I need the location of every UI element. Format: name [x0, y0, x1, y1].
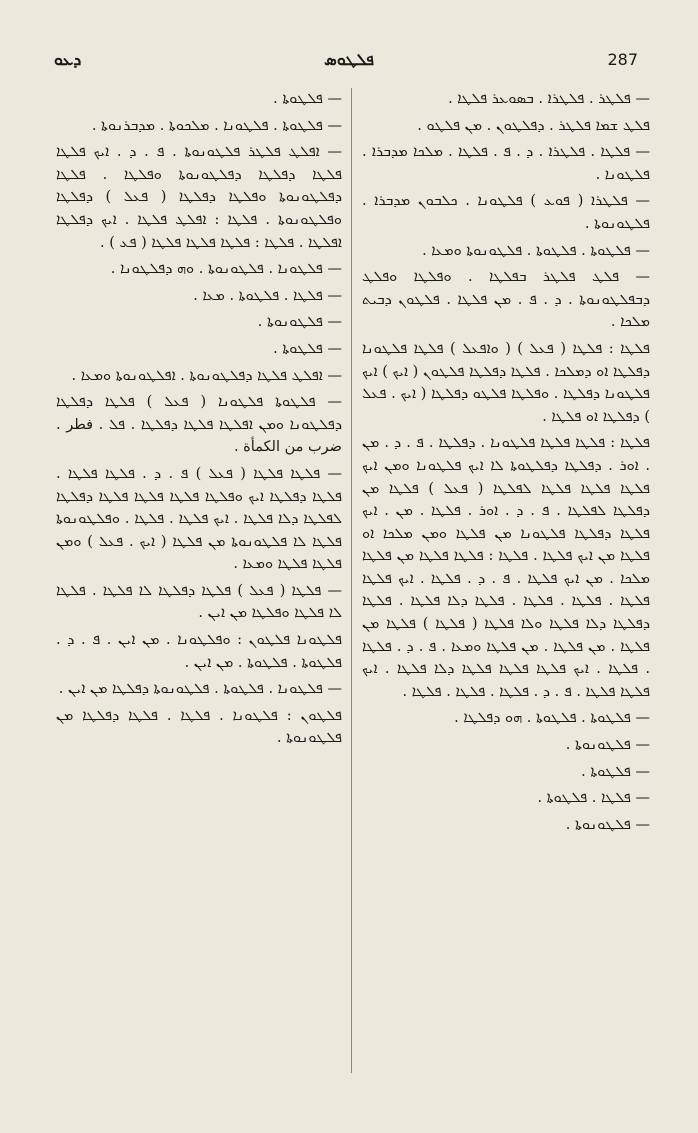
dictionary-entry: — ܦܠܛܐ . ܦܠܛܘܬܐ . [537, 790, 650, 807]
dictionary-entry: — ܦܠܛ ܦܠܛܪ ܒܦܠܛܐ . ܘܦܠܛܐ ܘܦܠܛ ܕܒܦܠܛܘܢܘܬܐ . ܕ . ܦ . ܡܢ ܦܠܛܐ . ܦܠܛܘܢ ܕܒܝܬ ܡܠܟܐ . [362, 269, 650, 331]
dictionary-entry: — ܦܠܛܘܢܐ . ܦܠܛܘܬܐ . ܦܠܛܘܢܘܬܐ ܕܦܠܛܐ ܡܢ ܐܝܢ . [58, 681, 342, 698]
dictionary-entry: — ܦܠܛܘܢܘܬܐ . [257, 314, 342, 331]
page-header [0, 0, 698, 80]
dictionary-entry: — ܐܦܠܛ ܦܠܛܐ ܕܦܠܛܘܢܘܬܐ . ܐܦܠܛܘܢܘܬܐ ܘܡܥܐ . [71, 367, 342, 384]
dictionary-entry: ܦܠܛܘܢ : ܦܠܛܘܢܐ . ܦܠܛܐ . ܦܠܛܐ ܕܦܠܛܐ ܡܢ ܦܠܛܘܢܘܬܐ . [56, 707, 342, 747]
dictionary-entry: — ܦܠܛܘܬܐ . ܦܠܛܘܬܐ . ܗܘ ܕܦܠܛܐ . [454, 710, 650, 727]
column-divider [351, 88, 352, 1073]
running-head-left: ܕܥܘ [54, 50, 82, 69]
dictionary-entry: — ܦܠܛܐ . ܦܠܛܘܬܐ . ܡܥܐ . [193, 287, 342, 304]
dictionary-entry: — ܦܠܛܘܬܐ . [581, 763, 650, 780]
dictionary-entry: — ܦܠܛܪ . ܦܠܛܪܐ . ܒܣܘܥܪ ܦܠܛܐ . [448, 91, 650, 107]
dictionary-entry: ܦܠܛܘܢܐ ܦܠܛܘܢ : ܘܦܠܛܘܢܐ . ܡܢ ܐܝܢ . ܦ . ܕ . ܦܠܛܘܬܐ . ܦܠܛܘܬܐ . ܡܢ ܐܝܢ . [56, 632, 342, 671]
running-head-center: ܦܠܛܘܣ [324, 50, 374, 69]
dictionary-entry: — ܦܠܛܘܬܐ ܦܠܛܘܢܐ ( ܦܥܠ ) ܦܠܛܐ ܕܦܠܛܐ ܕܦܠܛܘܢܐ ܘܡܢ ܐܦܠܛܐ ܦܠܛܐ ܕܦܠܛܐ . ܦܠ . فطر . ضرب من الكمأة . [56, 394, 342, 456]
dictionary-entry: ܦܠܛ ܫܡܐ ܦܠܛܪ . ܕܦܠܛܘܢ . ܡܢ ܦܠܛܘ . [417, 117, 650, 134]
dictionary-entry: — ܦܠܛܘܢܘܬܐ . [565, 816, 650, 833]
dictionary-entry: — ܦܠܛܐ ܦܠܛܐ ( ܦܥܠ ) ܦ . ܕ . ܦܠܛܐ ܦܠܛܐ . ܦܠܛܐ ܕܦܠܛܐ ܐܝܟ ܘܦܠܛܐ ܦܠܛܐ ܦܠܛܐ ܦܠܛܐ ܕܦܠܛܐ ܠܦܠܛܐ ܕܠܐ ܦܠܛܐ . ܐܝܟ ܦܠܛܐ . ܦܠܛܐ . ܘܦܠܛܘܢܘܬܐ ܦܠܛܐ ܠܐ ܦܠܛܘܢܘܬܐ ܡܢ ܦܠܛܐ ( ܐܝܟ . ܦܥܠ ) ܘܡܢ ܦܠܛܐ ܦܠܛܐ ܘܡܥܐ . [56, 465, 342, 573]
dictionary-entry: — ܦܠܛܪܐ ( ܦܘܥ ) ܦܠܛܘܢܐ . ܟܠܒܘܢ ܡܕܒܪܐ . ܦܠܛܘܢܘܬܐ . [362, 193, 650, 232]
dictionary-entry: — ܦܠܛܘܢܐ . ܦܠܛܘܢܘܬܐ . ܘܗ ܕܦܠܛܘܢܐ . [110, 261, 342, 278]
page-number: 287 [607, 50, 638, 69]
dictionary-entry: — ܦܠܛܘܬܐ . ܦܠܛܘܢܐ . ܡܠܟܘܬܐ . ܡܕܒܪܢܘܬܐ . [91, 117, 342, 134]
dictionary-entry: — ܦܠܛܘܬܐ . ܦܠܛܘܬܐ . ܦܠܛܘܢܘܬܐ ܘܡܥܐ . [422, 242, 650, 259]
dictionary-entry: — ܐܦܠܛ ܦܠܛܪ ܦܠܛܘܢܘܬܐ . ܦ . ܕ . ܐܝܟ ܦܠܛܐ ܦܠܛܐ ܕܦܠܛܐ ܕܦܠܛܘܢܘܬܐ ܘܦܠܛܐ . ܦܠܛܐ ܕܦܠܛܘܢܘܬܐ ܘܦܠܛܐ ܕܦܠܛܐ ( ܦܥܠ ) ܕܦܠܛܐ ܘܦܠܛܘܢܘܬܐ . ܦܠܛܐ : ܐܦܠܛ ܦܠܛܐ . ܐܝܟ ܕܦܠܛܐ ܐܦܠܛܐ . ܦܠܛܐ : ܦܠܛܐ ܦܠܛܐ ܦܠܛܐ ( ܦܥ ) . [56, 144, 342, 251]
dictionary-entry: — ܦܠܛܘܬܐ . [273, 91, 342, 107]
dictionary-entry: — ܦܠܛܘܬܐ . [273, 340, 342, 357]
right-column [362, 88, 650, 840]
dictionary-entry: — ܦܠܛܐ . ܦܠܛܪܐ . ܕ . ܦ . ܦܠܛܐ . ܡܠܟܐ ܡܕܒܪܐ . ܦܠܛܘܢܐ . [362, 144, 650, 183]
left-column [56, 88, 342, 754]
dictionary-entry: — ܦܠܛܐ ( ܦܥܠ ) ܦܠܛܐ ܕܦܠܛܐ ܠܐ ܦܠܛܐ . ܦܠܛܐ ܠܐ ܦܠܛܐ ܘܦܠܛܐ ܡܢ ܐܝܢ . [56, 582, 342, 622]
dictionary-entry: ܦܠܛܐ : ܦܠܛܐ ( ܦܥܠ ) ( ܘܐܦܥܠ ) ܦܠܛܐ ܦܠܛܘܢܐ ܕܦܠܛܐ ܐܘ ܕܡܠܟܐ . ܦܠܛܐ ܕܦܠܛܐ ܦܠܛܘܢ ( ܐܝܟ ) ܐܝܟ ܦܠܛܘܢܐ ܕܦܠܛܐ . ܘܦܠܛܐ ܦܠܛܘ ܕܦܠܛܐ ( ܐܝܟ . ܦܥܠ ) ܕܦܠܛܐ ܐܘ ܦܠܛܐ . [362, 340, 650, 425]
dictionary-entry: ܦܠܛܐ : ܦܠܛܐ ܦܠܛܐ ܦܠܛܘܢܐ . ܕܦܠܛܐ . ܦ . ܕ . ܡܢ . ܐܘܪ . ܕܦܠܛܐ ܕܦܠܛܘܬܐ ܠܐ ܐܝܟ ܦܠܛܘܢܐ ܘܡܢ ܐܝܟ ܦܠܛܐ ܦܠܛܐ ܦܠܛܐ ܠܦܠܛܐ ( ܦܥܠ ) ܦܠܛܐ ܡܢ ܕܦܠܛܐ ܠܦܠܛܐ . ܦ . ܕ . ܐܘܪ . ܦܠܛܐ . ܡܢ . ܐܝܟ ܦܠܛܐ ܕܦܠܛܐ ܦܠܛܘܢܐ ܡܢ ܦܠܛܐ ܘܡܢ ܡܠܟܐ ܐܘ ܦܠܛܐ ܡܢ ܐܝܟ ܦܠܛܐ . ܦܠܛܐ : ܦܠܛܐ ܦܠܛܐ ܡܢ ܦܠܛܐ ܡܠܟܐ . ܡܢ ܐܝܟ ܦܠܛܐ . ܦ . ܕ . ܦܠܛܐ . ܐܝܟ ܦܠܛܐ ܦܠܛܐ . ܦܠܛܐ . ܦܠܛܐ . ܦܠܛܐ ܕܠܐ ܦܠܛܐ . ܦܠܛܐ ܕܦܠܛܐ ܕܠܐ ܦܠܛܐ ܘܠܐ ܦܠܛܐ ( ܦܠܛܐ ) ܦܠܛܐ ܡܢ ܦܠܛܐ . ܡܢ ܦܠܛܐ . ܡܢ ܦܠܛܐ ܘܡܥܐ . ܦ . ܕ . ܦܠܛܐ . ܦܠܛܐ . ܐܝܟ ܦܠܛܐ ܦܠܛܐ ܦܠܛܐ ܕܠܐ ܦܠܛܐ . ܐܝܟ ܦܠܛܐ ܦܠܛܐ . ܦ . ܕ . ܦܠܛܐ . ܦܠܛܐ . ܦܠܛܐ . [362, 435, 650, 700]
dictionary-entry: — ܦܠܛܘܢܘܬܐ . [565, 737, 650, 754]
